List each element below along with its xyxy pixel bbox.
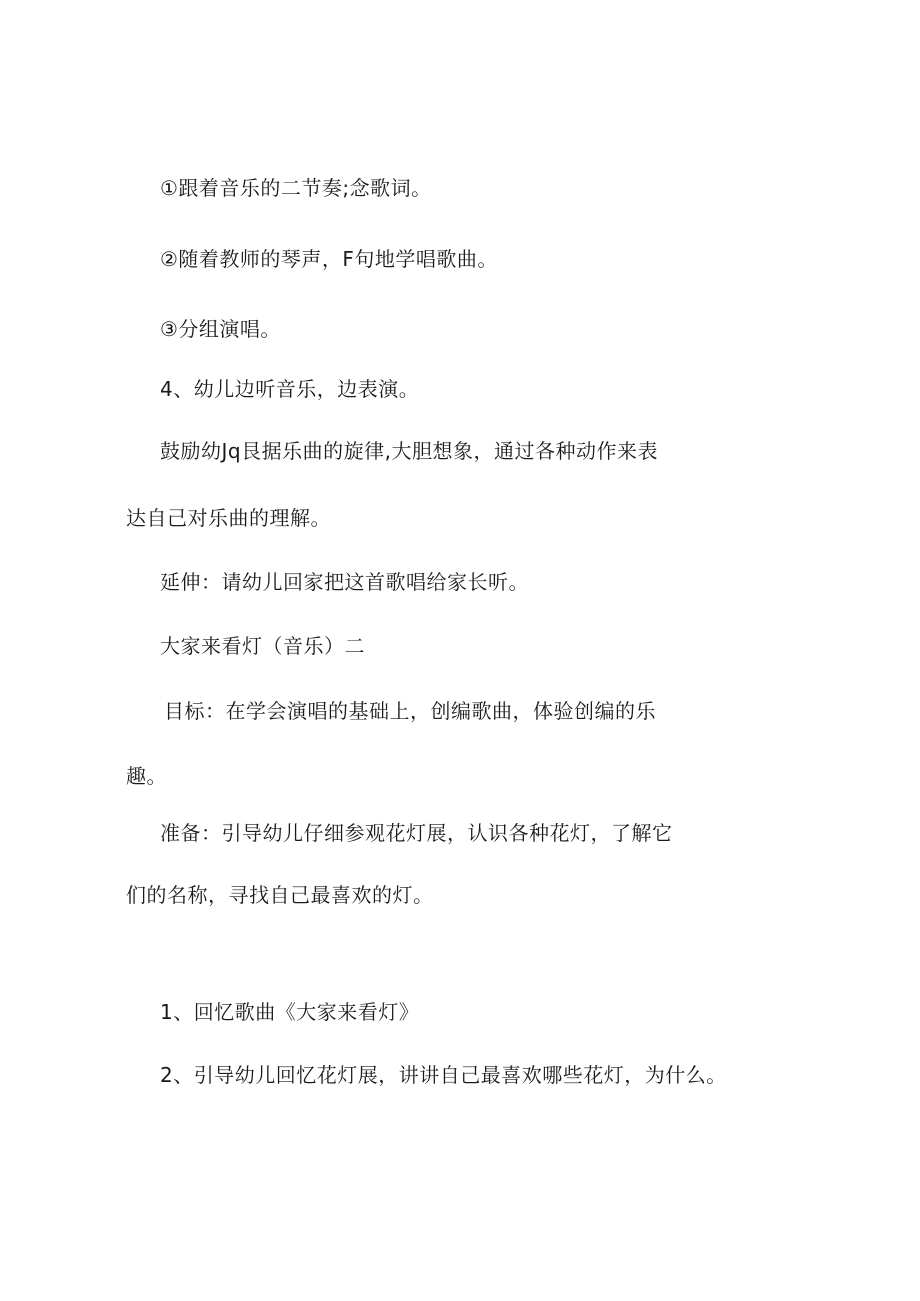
text-line-item-4: 4、幼儿边听音乐，边表演。 — [160, 377, 420, 401]
text-line-step-3: ③分组演唱。 — [160, 317, 281, 341]
text-line-goal: 目标：在学会演唱的基础上，创编歌曲，体验创编的乐 — [164, 699, 656, 723]
text-line-goal-continued: 趣。 — [126, 764, 167, 788]
text-line-item-2: 2、引导幼儿回忆花灯展，讲讲自己最喜欢哪些花灯，为什么。 — [160, 1063, 727, 1087]
text-line-extension: 延伸：请幼儿回家把这首歌唱给家长听。 — [160, 570, 529, 594]
text-line-paragraph-continued: 达自己对乐曲的理解。 — [126, 506, 331, 530]
text-line-preparation-continued: 们的名称，寻找自己最喜欢的灯。 — [126, 883, 434, 907]
text-line-step-1: ①跟着音乐的二节奏;念歌词。 — [160, 176, 432, 200]
text-line-step-2: ②随着教师的琴声，F句地学唱歌曲。 — [160, 247, 498, 271]
text-line-preparation: 准备：引导幼儿仔细参观花灯展，认识各种花灯，了解它 — [160, 821, 673, 845]
text-line-paragraph-start: 鼓励幼Jq艮据乐曲的旋律,大胆想象，通过各种动作来表 — [160, 439, 658, 463]
text-line-item-1: 1、回忆歌曲《大家来看灯》 — [160, 1000, 420, 1024]
section-heading: 大家来看灯（音乐）二 — [160, 634, 365, 658]
